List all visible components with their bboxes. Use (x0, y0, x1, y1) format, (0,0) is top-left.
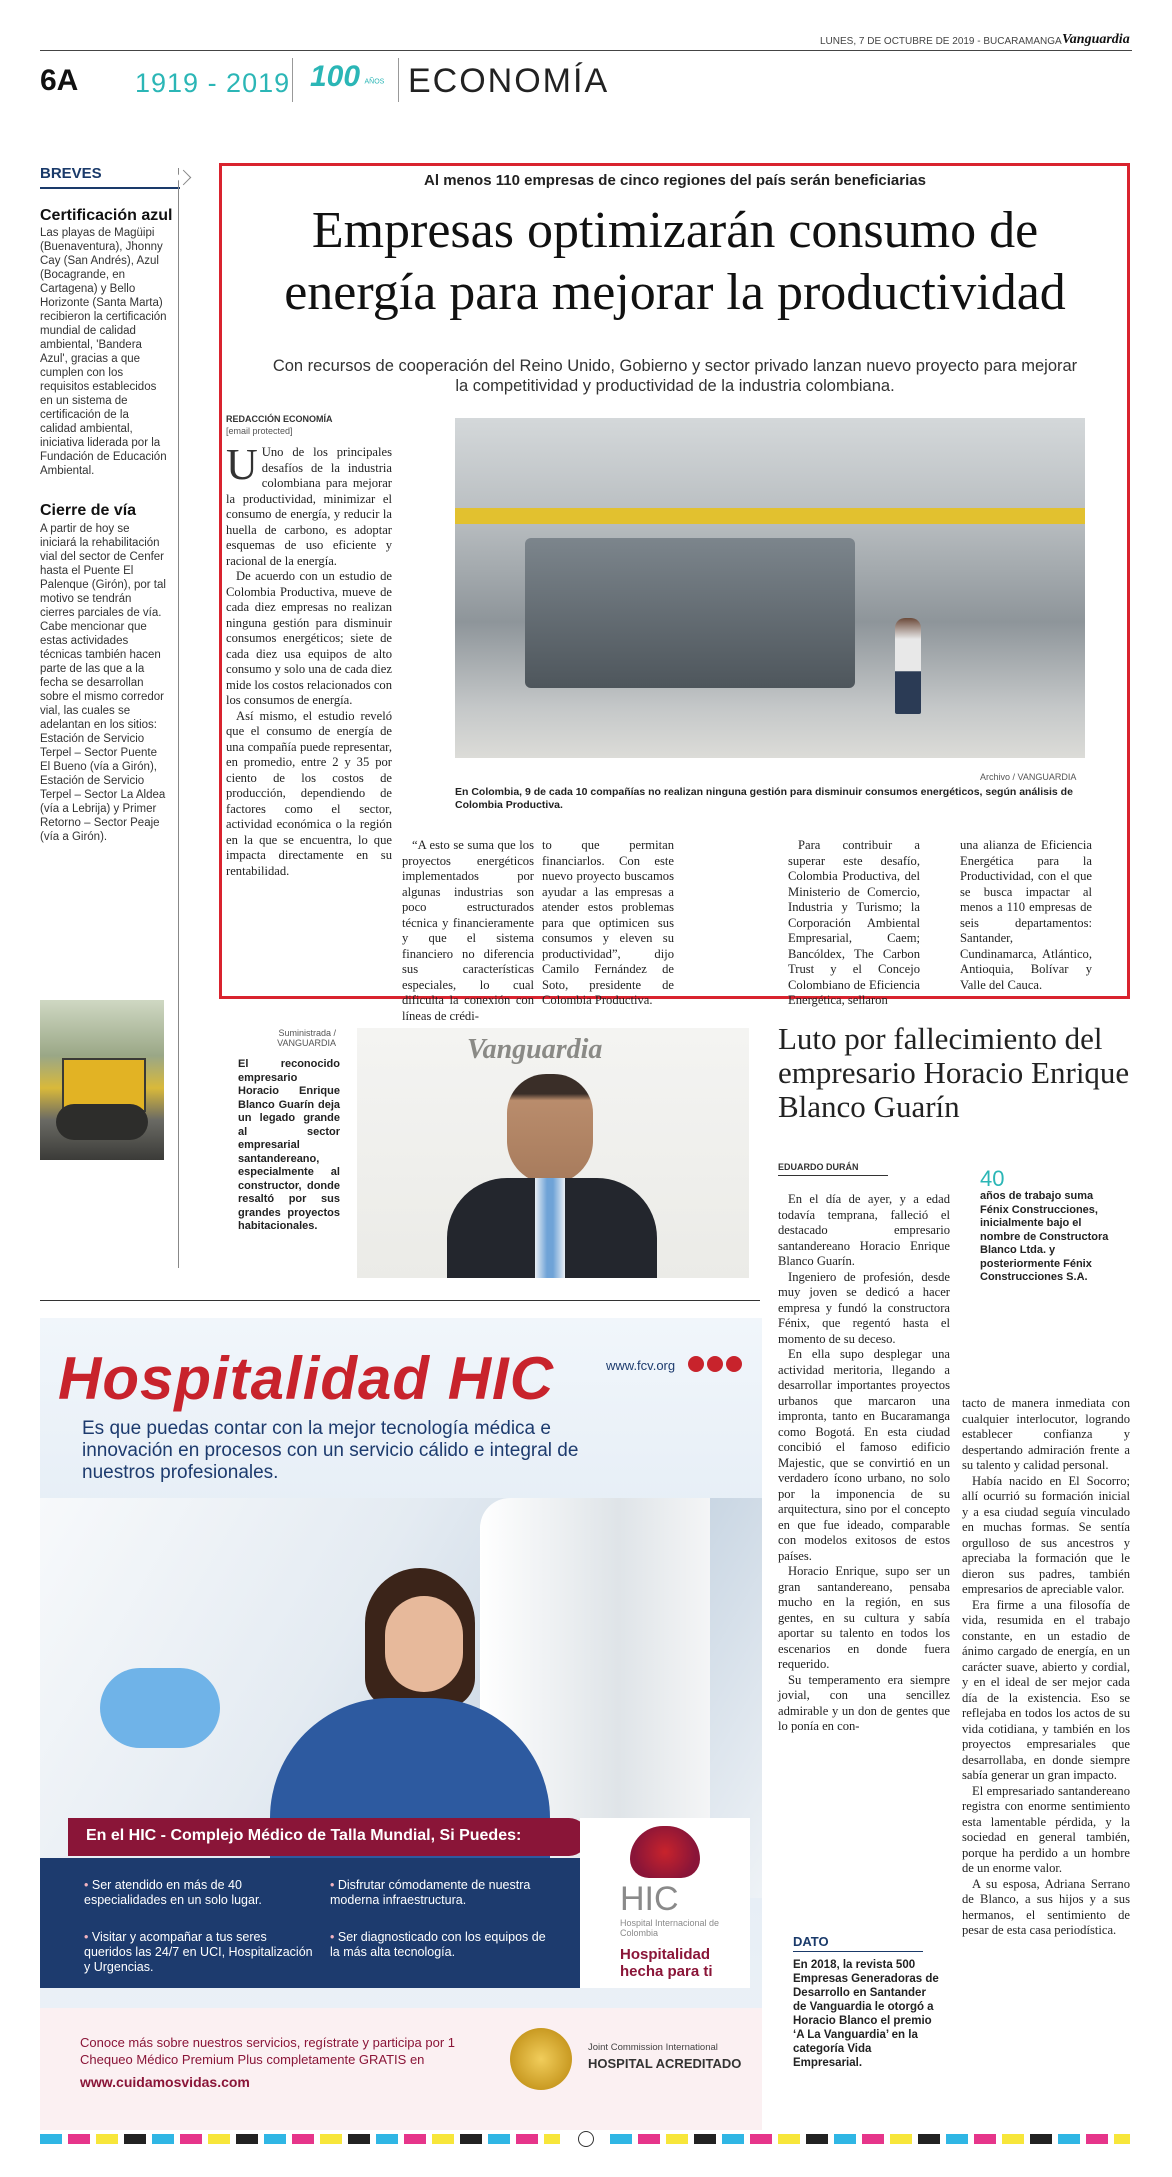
ad-nurse-glove (100, 1668, 220, 1748)
ad-footer (40, 2008, 762, 2130)
ad-bullet-4-text: Ser diagnosticado con los equipos de la más alta tecnología. (330, 1930, 546, 1959)
bullet-dot: • (330, 1878, 338, 1892)
brief-title-cierre: Cierre de vía (40, 502, 137, 519)
obit-col1-p2: Ingeniero de profesión, desde muy joven se dedicó a hacer empresa y fundó la constructora Fénix, que regentó hasta el momento de su deceso. (778, 1269, 950, 1346)
ad-bullet-4 (330, 1930, 550, 1960)
road-roller-photo (40, 1000, 164, 1160)
ad-woman-face (385, 1596, 463, 1692)
page-number: 6A (40, 64, 79, 97)
obit-col1-p4: Horacio Enrique, supo ser un gran santandereano, pensaba mucho en la región, en sus gentes, en su cultura y sabía aportar su talento en todos los escenarios en donde fuera requerido. (778, 1564, 950, 1671)
obit-photo (357, 1028, 749, 1278)
factory-photo (455, 418, 1085, 758)
registration-target-icon (578, 2131, 594, 2147)
ad-bullet-1 (84, 1878, 304, 1908)
ad-band (68, 1818, 588, 1856)
lead-col1-p1-text: Uno de los principales desafíos de la industria colombiana para mejorar la productividad, minimizar el consumo de energía, y reducir la huella de carbono, es adoptar esquemas de uso eficiente y racional de la energía. (226, 445, 392, 568)
registration-bar-left (40, 2134, 560, 2144)
ad-bullet-2-text: Disfrutar cómodamente de nuestra moderna infraestructura. (330, 1878, 531, 1907)
obit-col-2 (962, 1396, 1130, 1939)
obit-stat-text: años de trabajo suma Fénix Construcciones, inicialmente bajo el nombre de Constructora Blanco Ltda. y posteriormente Fénix Construcciones S.A. (980, 1190, 1109, 1283)
ad-tagline: Es que puedas contar con la mejor tecnología médica e innovación en procesos con un servicio cálido e integral de nuestros profesionales. (82, 1418, 579, 1483)
briefs-heading: BREVES (40, 165, 180, 189)
lead-kicker: Al menos 110 empresas de cinco regiones del país serán beneficiarias (424, 172, 926, 189)
ad-social-icons (688, 1356, 742, 1376)
lead-headline: Empresas optimizarán consumo de energía para mejorar la productividad (284, 202, 1066, 321)
factory-worker (895, 618, 921, 714)
obit-col-1 (778, 1192, 950, 1735)
header-rule (40, 50, 1132, 51)
ad-footer-url[interactable]: www.cuidamosvidas.com (80, 2074, 250, 2090)
header-divider-2 (398, 58, 399, 102)
ad-bullet-2 (330, 1878, 550, 1908)
lead-col1-p2: De acuerdo con un estudio de Colombia Productiva, mueve de cada diez empresas no realizan ninguna gestión para disminuir consumos energéticos; siete de cada diez usa equipos de alto consumo y solo una de cada diez mide los costos relacionados con los consumos de energía. (226, 569, 392, 707)
lead-col1-p3: Así mismo, el estudio reveló que el consumo de energía de una compañía puede representar, en promedio, entre 2 y 35 por ciento de los costos de producción, dependiendo de factores como el sector, actividad económica o la región en la que se encuentra, lo que impacta directamente en su rentabilidad. (226, 708, 392, 878)
obit-byline: EDUARDO DURÁN (778, 1162, 888, 1176)
factory-machine (525, 538, 855, 688)
dato-label: DATO (793, 1934, 923, 1952)
dato-text: En 2018, la revista 500 Empresas Generadoras de Desarrollo en Santander de Vanguardia le otorgó a Horacio Blanco el premio ‘A La Vanguardia’ en la categoría Vida Empresarial. (793, 1959, 939, 2069)
ad-bullet-3 (84, 1930, 314, 1975)
dateline: LUNES, 7 DE OCTUBRE DE 2019 - BUCARAMANGA (820, 36, 1062, 47)
obit-col2-p1: tacto de manera inmediata con cualquier interlocutor, logrando establecer confianza y despertando admiración frente a su talento y calidad personal. (962, 1396, 1130, 1472)
ad-website: www.fcv.org (606, 1358, 676, 1373)
ad-band-text: En el HIC - Complejo Médico de Talla Mundial, Si Puedes: (86, 1827, 522, 1844)
instagram-icon[interactable] (707, 1356, 723, 1372)
lead-col-3: to que permitan financiarlos. Con este nuevo proyecto buscamos ayudar a las empresas a atender estos problemas para que optimicen sus consumos y eleven su productividad”, dijo Camilo Fernández de Soto, presidente de Colombia Productiva. (542, 838, 674, 1007)
hic-logo-tag: Hospitalidad hecha para ti (620, 1946, 713, 1980)
anniversary-logo (310, 60, 384, 94)
ad-footer-text: Conoce más sobre nuestros servicios, regístrate y participa por 1 Chequeo Médico Premium Plus completamente GRATIS en (80, 2035, 456, 2067)
obit-col1-p5: Su temperamento era siempre jovial, con una sencillez admirable y un don de gentes que lo ponía en con- (778, 1672, 950, 1733)
lead-email: [email protected] (226, 426, 293, 436)
registration-bar-right (610, 2134, 1130, 2144)
obit-col1-p1: En el día de ayer, y a edad todavía temprana, falleció el destacado empresario santandereano Horacio Enrique Blanco Guarín. (778, 1192, 950, 1268)
drop-cap: U (226, 440, 258, 489)
section-title: ECONOMÍA (408, 62, 610, 100)
jci-seal-icon (510, 2028, 572, 2090)
anniversary-sub: AÑOS (364, 78, 385, 86)
brief-body-cierre: A partir de hoy se iniciará la rehabilitación vial del sector de Cenfer hasta el Puente El Palenque (Girón), por tal motivo se tendrán cierres parciales de vía. Cabe mencionar que estas actividades técnicas también hacen parte de las que a la fecha se desarrollan sobre el mismo corredor vial, las cuales se adelantan en los sitios: Estación de Servicio Terpel – Sector Puente El Bueno (vía a Girón), Estación de Servicio Terpel – Sector La Aldea (vía a Lebrija) y Primer Retorno – Sector Peaje (vía a Girón). (40, 523, 166, 843)
ad-bullet-3-text: Visitar y acompañar a tus seres queridos las 24/7 en UCI, Hospitalización y Urgencias. (84, 1930, 313, 1974)
hic-advertisement (40, 1318, 762, 2130)
hic-logo-abbr: HIC (620, 1880, 679, 1918)
brief-title-certificacion: Certificación azul (40, 207, 173, 224)
brief-body-certificacion: Las playas de Magüipi (Buenaventura), Jhonny Cay (San Andrés), Azul (Bocagrande, en Cartagena) y Bello Horizonte (Santa Marta) recibieron la certificación mundial de calidad ambiental, 'Bandera Azul', gracias a que cumplen con los requisitos establecidos en un sistema de certificación de la calidad ambiental, iniciativa liderada por la Fundación de Educación Ambiental. (40, 227, 167, 477)
bullet-dot: • (84, 1878, 92, 1892)
obit-col2-p3: Era firme a una filosofía de vida, resumida en el trabajo constante, en un estadio de ánimo cargado de energía, en un carácter suave, abierto y cordial, y en el ideal de ser mejor cada día de la existencia. Eso se reflejaba en todos los actos de su vida cotidiana, y también en los proyectos empresariales que desarrollaba, en donde siempre sabía generar un gran impacto. (962, 1597, 1130, 1782)
obit-photo-caption: El reconocido empresario Horacio Enrique Blanco Guarín deja un legado grande al sector empresarial santandereano, especialmente al constructor, donde resaltó por sus grandes proyectos habitacionales. (238, 1058, 340, 1232)
roller-drum (56, 1104, 148, 1140)
bullet-dot: • (84, 1930, 92, 1944)
obit-col2-p5: A su esposa, Adriana Serrano de Blanco, a sus hijos y a sus hermanos, el sentimiento de pesar de esta casa periodística. (962, 1876, 1130, 1937)
obit-col2-p4: El empresariado santandereano registra con enorme sentimiento esta lamentable pérdida, y la sociedad en general también, porque ha perdido a un hombre de un enorme valor. (962, 1783, 1130, 1875)
twitter-icon[interactable] (726, 1356, 742, 1372)
lead-col-2: “A esto se suma que los proyectos energéticos implementados por algunas industrias son poco estructurados técnica y financieramente y que el sistema financiero no diferencia sus características especiales, lo cual dificulta la conexión con líneas de crédi- (402, 838, 534, 1023)
anniversary-number: 100 (310, 60, 361, 93)
lead-photo-credit: Archivo / VANGUARDIA (980, 772, 1077, 782)
lead-col1-p1 (226, 440, 392, 569)
accreditation-1: Joint Commission International (588, 2042, 718, 2053)
lead-caption: En Colombia, 9 de cada 10 compañías no realizan ninguna gestión para disminuir consumos energéticos, según análisis de Colombia Productiva. (455, 786, 1073, 811)
obit-stat-number: 40 (980, 1166, 1005, 1191)
obit-photo-credit: Suministrada / VANGUARDIA (277, 1028, 336, 1048)
tree-icon (630, 1826, 700, 1878)
years: 1919 - 2019 (135, 68, 291, 98)
hic-logo-name: Hospital Internacional de Colombia (620, 1918, 720, 1938)
ad-top-rule (40, 1300, 760, 1301)
header-divider-1 (292, 58, 293, 102)
obit-col2-p2: Había nacido en El Socorro; allí ocurrió su formación inicial y a esa ciudad seguía vinculado en muchas formas. Se sentía orgulloso de sus ancestros y apreciaba la formación que le dieron sus padres, también empresarios de apreciable valor. (962, 1473, 1130, 1596)
obit-col1-p3: En ella supo desplegar una actividad meritoria, llegando a desarrollar importantes proyectos urbanos que marcaron una impronta, tanto en Bucaramanga como Bogotá. En esta ciudad concibió el famoso edificio Majestic, que se convirtió en un verdadero ícono urbano, no solo por la imponencia de su arquitectura, sino por el concepto en que fue ideado, comparable con modelos exitosos de estos países. (778, 1347, 950, 1563)
portrait-head (507, 1074, 593, 1184)
accreditation-2: HOSPITAL ACREDITADO (588, 2056, 742, 2071)
lead-byline: REDACCIÓN ECONOMÍA (226, 414, 333, 424)
masthead-logo: Vanguardia (1062, 32, 1130, 47)
facebook-icon[interactable] (688, 1356, 704, 1372)
lead-col-5: una alianza de Eficiencia Energética para la Productividad, con el que se busca impactar al menos a 110 empresas de seis departamentos: Santander, Cundinamarca, Atlántico, Antioquia, Bolívar y Valle del Cauca. (960, 838, 1092, 992)
lead-col-4: Para contribuir a superar este desafío, Colombia Productiva, del Ministerio de Comercio, Industria y Turismo; la Corporación Ambiental Empresarial, Caem; Bancóldex, The Carbon Trust y el Concejo Colombiano de Eficiencia Energética, sellaron (788, 838, 920, 1007)
lead-deck: Con recursos de cooperación del Reino Unido, Gobierno y sector privado lanzan nuevo proyecto para mejorar la competitividad y productividad de la industria colombiana. (272, 357, 1078, 395)
bullet-dot: • (330, 1930, 338, 1944)
briefs-column (40, 165, 180, 844)
portrait-shirt (535, 1178, 565, 1278)
factory-beam (455, 508, 1085, 524)
backdrop-logo: Vanguardia (467, 1034, 603, 1065)
lead-col-1 (226, 440, 392, 879)
obit-headline: Luto por fallecimiento del empresario Horacio Enrique Blanco Guarín (778, 1021, 1130, 1124)
ad-title: Hospitalidad HIC (58, 1345, 555, 1412)
ad-bullet-1-text: Ser atendido en más de 40 especialidades en un solo lugar. (84, 1878, 262, 1907)
briefs-divider (178, 168, 179, 1268)
hic-logo (580, 1818, 750, 1988)
